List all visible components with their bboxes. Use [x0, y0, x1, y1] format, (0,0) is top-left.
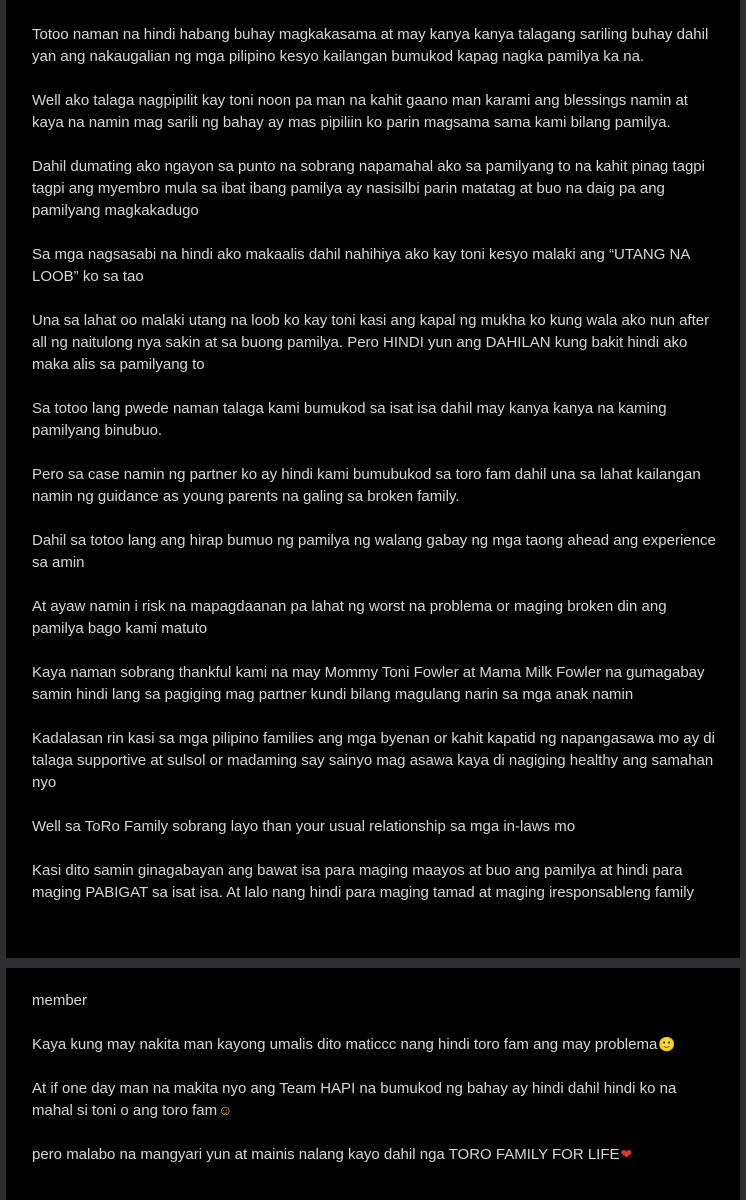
reply-text: Kaya kung may nakita man kayong umalis dito maticcc nang hindi toro fam ang may problema	[32, 1036, 658, 1053]
post-paragraph: Kadalasan rin kasi sa mga pilipino families ang mga byenan or kahit kapatid ng napangasawa mo ay di talaga supportive at sulsol or madaming say sainyo mag asawa kaya di nagiging healthy ang samahan nyo	[32, 730, 720, 791]
post-paragraph: Kaya naman sobrang thankful kami na may Mommy Toni Fowler at Mama Milk Fowler na gumagabay samin hindi lang sa pagiging mag partner kundi bilang magulang narin sa mga anak namin	[32, 664, 709, 703]
slightly-smiling-face-icon: 🙂	[658, 1036, 676, 1052]
post-paragraph: Dahil sa totoo lang ang hirap bumuo ng pamilya ng walang gabay ng mga taong ahead ang experience sa amin	[32, 532, 720, 571]
red-heart-icon: ❤	[620, 1146, 633, 1162]
post-paragraph: Dahil dumating ako ngayon sa punto na sobrang napamahal ako sa pamilyang to na kahit pinag tagpi tagpi ang myembro mula sa ibat ibang pamilya ay nasisilbi parin matatag at buo na daig pa ang pamilyang magkakadugo	[32, 158, 710, 219]
reply-paragraph	[32, 1144, 720, 1166]
post-paragraph: Una sa lahat oo malaki utang na loob ko kay toni kasi ang kapal ng mukha ko kung wala ako nun after all ng naitulong nya sakin at sa buong pamilya. Pero HINDI yun ang DAHILAN kung bakit hindi ako maka alis sa pamilyang to	[32, 312, 714, 373]
reply-paragraph	[32, 1078, 720, 1122]
reply-text: At if one day man na makita nyo ang Team HAPI na bumukod ng bahay ay hindi dahil hindi ko na mahal si toni o ang toro fam	[32, 1080, 681, 1119]
post-paragraph: Totoo naman na hindi habang buhay magkakasama at may kanya kanya talagang sariling buhay dahil yan ang nakaugalian ng mga pilipino kesyo kailangan bumukod kapag nagka pamilya ka na.	[32, 26, 713, 65]
reply-text: pero malabo na mangyari yun at mainis nalang kayo dahil nga TORO FAMILY FOR LIFE	[32, 1146, 620, 1163]
reply-card	[6, 968, 740, 1200]
post-paragraph: Well ako talaga nagpipilit kay toni noon pa man na kahit gaano man karami ang blessings namin at kaya na namin mag sarili ng bahay ay mas pipiliin ko parin magsama sama kami bilang pamilya.	[32, 92, 693, 131]
post-paragraph: Well sa ToRo Family sobrang layo than your usual relationship sa mga in-laws mo	[32, 818, 576, 835]
reply-label: member	[32, 992, 88, 1009]
post-paragraph: At ayaw namin i risk na mapagdaanan pa lahat ng worst na problema or maging broken din ang pamilya bago kami matuto	[32, 598, 671, 637]
post-paragraph: Pero sa case namin ng partner ko ay hindi kami bumubukod sa toro fam dahil una sa lahat kailangan namin ng guidance as young parents na galing sa broken family.	[32, 466, 705, 505]
relieved-face-icon: ☺	[218, 1102, 233, 1118]
post-paragraph: Kasi dito samin ginagabayan ang bawat isa para maging maayos at buo ang pamilya at hindi para maging PABIGAT sa isat isa. At lalo nang hindi para maging tamad at maging iresponsableng family	[32, 862, 695, 901]
post-body-card	[6, 0, 740, 958]
post-paragraph: Sa totoo lang pwede naman talaga kami bumukod sa isat isa dahil may kanya kanya na kaming pamilyang binubuo.	[32, 400, 671, 439]
reply-paragraph	[32, 1034, 720, 1056]
post-paragraph: Sa mga nagsasabi na hindi ako makaalis dahil nahihiya ako kay toni kesyo malaki ang “UTANG NA LOOB” ko sa tao	[32, 246, 694, 285]
